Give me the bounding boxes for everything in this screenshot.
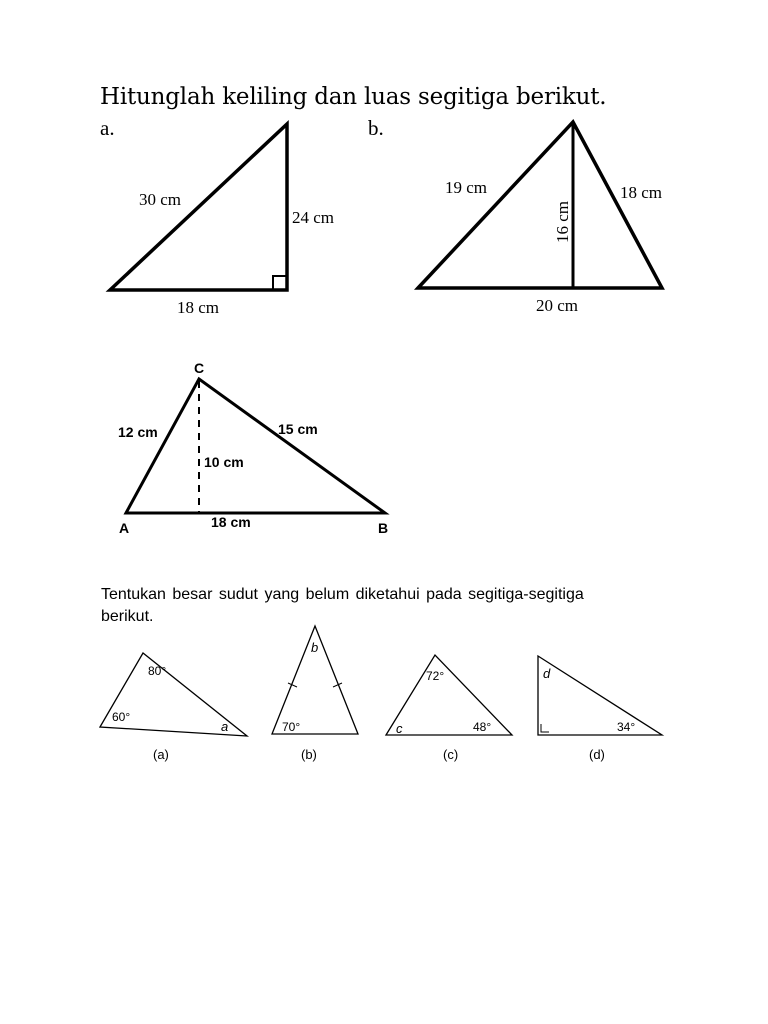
angle-figure-d <box>538 656 662 762</box>
instruction-angles-line2: berikut. <box>101 608 154 625</box>
vertex-b-label: B <box>378 520 389 536</box>
instruction-angles <box>101 584 584 628</box>
angle-a-top: 80° <box>148 664 167 678</box>
triangle-abc <box>118 360 388 536</box>
right-angle-marker-d <box>541 724 549 732</box>
triangle-b-left-label: 19 cm <box>445 178 488 197</box>
triangle-b-base-label: 20 cm <box>536 296 579 315</box>
right-angle-marker <box>273 276 287 290</box>
angle-figure-a <box>100 653 247 762</box>
triangle-a <box>110 124 334 317</box>
triangle-b <box>418 122 662 315</box>
angle-d-top: d <box>543 666 551 681</box>
triangle-b-shape <box>418 122 662 288</box>
caption-c: (c) <box>443 747 459 762</box>
triangle-a-height-label: 24 cm <box>292 208 335 227</box>
angle-c-left: c <box>396 721 403 736</box>
triangle-b-right-label: 18 cm <box>620 183 663 202</box>
label-a: a. <box>100 116 115 140</box>
angle-b-top: b <box>311 640 319 655</box>
side-ac-label: 12 cm <box>118 424 158 440</box>
caption-b: (b) <box>301 747 317 762</box>
angle-figure-c-shape <box>386 655 512 735</box>
caption-a: (a) <box>153 747 169 762</box>
caption-d: (d) <box>589 747 605 762</box>
triangle-abc-height-label: 10 cm <box>204 454 244 470</box>
instruction-angles-line1: Tentukan besar sudut yang belum diketahui pada segitiga-segitiga <box>101 586 584 603</box>
triangle-b-height-label: 16 cm <box>553 200 572 243</box>
vertex-a-label: A <box>119 520 130 536</box>
instruction-title: Hitunglah keliling dan luas segitiga berikut. <box>100 84 607 110</box>
angle-c-top: 72° <box>426 669 445 683</box>
angle-c-right: 48° <box>473 720 492 734</box>
triangle-a-shape <box>110 124 287 290</box>
angle-figure-b <box>272 626 358 762</box>
triangle-abc-shape <box>126 379 385 513</box>
triangle-abc-base-label: 18 cm <box>211 514 251 530</box>
angle-b-left: 70° <box>282 720 301 734</box>
angle-a-unknown: a <box>221 719 229 734</box>
triangle-a-base-label: 18 cm <box>177 298 220 317</box>
label-b: b. <box>368 116 384 140</box>
side-cb-label: 15 cm <box>278 421 318 437</box>
angle-figure-d-shape <box>538 656 662 735</box>
angle-d-right: 34° <box>617 720 636 734</box>
angle-figure-c <box>386 655 512 762</box>
angle-a-left: 60° <box>112 710 131 724</box>
vertex-c-label: C <box>194 360 205 376</box>
triangle-a-hyp-label: 30 cm <box>139 190 182 209</box>
